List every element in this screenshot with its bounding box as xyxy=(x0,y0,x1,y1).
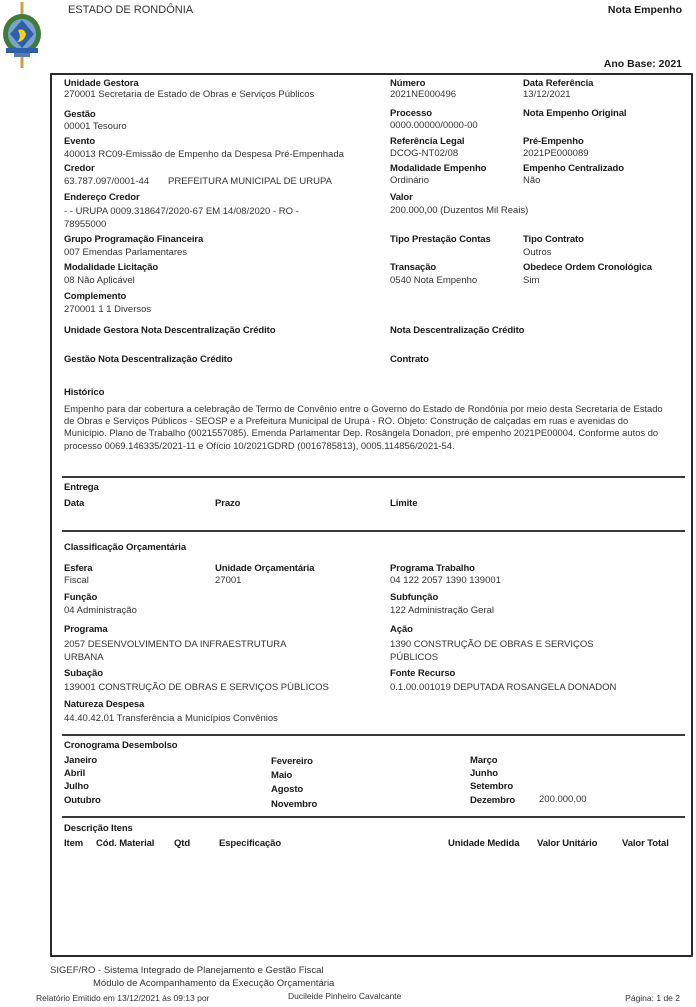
month-fevereiro: Fevereiro xyxy=(271,756,313,767)
separator xyxy=(62,734,685,736)
endereco-credor-line2: 78955000 xyxy=(64,219,107,230)
ug-nota-descentralizacao-label: Unidade Gestora Nota Descentralização Crédito xyxy=(64,325,276,336)
ordem-cronologica-label: Obedece Ordem Cronológica xyxy=(523,262,652,273)
entrega-limite-label: Limite xyxy=(390,498,418,509)
empenho-centralizado-value: Não xyxy=(523,175,541,186)
modalidade-empenho-value: Ordinário xyxy=(390,175,430,186)
entrega-title: Entrega xyxy=(64,482,99,493)
subacao-label: Subação xyxy=(64,668,103,679)
credor-label: Credor xyxy=(64,163,95,174)
subfuncao-value: 122 Administração Geral xyxy=(390,605,495,616)
evento-label: Evento xyxy=(64,136,96,147)
fonte-recurso-label: Fonte Recurso xyxy=(390,668,456,679)
referencia-legal-label: Referência Legal xyxy=(390,136,465,147)
footer-user: Ducileide Pinheiro Cavalcante xyxy=(288,991,402,1001)
month-junho: Junho xyxy=(470,768,498,779)
valor-label: Valor xyxy=(390,192,413,203)
unidade-orcamentaria-label: Unidade Orçamentária xyxy=(215,563,315,574)
grupo-programacao-label: Grupo Programação Financeira xyxy=(64,234,204,245)
month-novembro: Novembro xyxy=(271,799,318,810)
fonte-recurso-value: 0.1.00.001019 DEPUTADA ROSANGELA DONADON xyxy=(390,682,617,693)
grupo-programacao-value: 007 Emendas Parlamentares xyxy=(64,247,188,258)
data-referencia-label: Data Referência xyxy=(523,78,594,89)
processo-value: 0000.00000/0000-00 xyxy=(390,120,478,131)
referencia-legal-value: DCOG-NT02/08 xyxy=(390,148,459,159)
funcao-label: Função xyxy=(64,592,98,603)
acao-label: Ação xyxy=(390,624,413,635)
contrato-label: Contrato xyxy=(390,354,429,365)
col-cod-material: Cód. Material xyxy=(96,838,155,849)
ano-base: Ano Base: 2021 xyxy=(603,58,682,70)
tipo-contrato-value: Outros xyxy=(523,247,552,258)
acao-line2: PÚBLICOS xyxy=(390,652,439,663)
tipo-contrato-label: Tipo Contrato xyxy=(523,234,584,245)
col-unidade-medida: Unidade Medida xyxy=(448,838,520,849)
programa-trabalho-value: 04 122 2057 1390 139001 xyxy=(390,575,501,586)
month-abril: Abril xyxy=(64,768,86,779)
natureza-despesa-value: 44.40.42.01 Transferência a Municípios Convênios xyxy=(64,713,278,724)
separator xyxy=(62,816,685,818)
endereco-credor-line1: - - URUPA 0009.318647/2020-67 EM 14/08/2020 - RO - xyxy=(64,206,299,217)
processo-label: Processo xyxy=(390,108,432,119)
footer-page: Página: 1 de 2 xyxy=(625,993,680,1003)
coat-of-arms-icon xyxy=(0,0,44,70)
natureza-despesa-label: Natureza Despesa xyxy=(64,699,145,710)
acao-line1: 1390 CONSTRUÇÃO DE OBRAS E SERVIÇOS xyxy=(390,639,594,650)
classificacao-title: Classificação Orçamentária xyxy=(64,542,187,553)
col-qtd: Qtd xyxy=(174,838,191,849)
gestao-value: 00001 Tesouro xyxy=(64,121,127,132)
separator xyxy=(62,530,685,532)
month-maio: Maio xyxy=(271,770,293,781)
footer-emitted: Relatório Emitido em 13/12/2021 às 09:13 por xyxy=(36,993,210,1003)
entrega-data-label: Data xyxy=(64,498,85,509)
modalidade-licitacao-label: Modalidade Licitação xyxy=(64,262,159,273)
month-agosto: Agosto xyxy=(271,784,304,795)
pre-empenho-value: 2021PE000089 xyxy=(523,148,589,159)
unidade-gestora-label: Unidade Gestora xyxy=(64,78,139,89)
nota-empenho-original-label: Nota Empenho Original xyxy=(523,108,627,119)
month-janeiro: Janeiro xyxy=(64,755,98,766)
programa-line1: 2057 DESENVOLVIMENTO DA INFRAESTRUTURA xyxy=(64,639,287,650)
valor-value: 200.000,00 (Duzentos Mil Reais) xyxy=(390,205,529,216)
subacao-value: 139001 CONSTRUÇÃO DE OBRAS E SERVIÇOS PÚBLICOS xyxy=(64,682,329,693)
modalidade-empenho-label: Modalidade Empenho xyxy=(390,163,487,174)
historico-label: Histórico xyxy=(64,387,105,398)
col-valor-total: Valor Total xyxy=(622,838,669,849)
unidade-gestora-value: 270001 Secretaria de Estado de Obras e Serviços Públicos xyxy=(64,89,315,100)
empenho-centralizado-label: Empenho Centralizado xyxy=(523,163,624,174)
endereco-credor-label: Endereço Credor xyxy=(64,192,140,203)
cronograma-title: Cronograma Desembolso xyxy=(64,740,178,751)
col-item: Item xyxy=(64,838,84,849)
document-type: Nota Empenho xyxy=(607,4,682,16)
entrega-prazo-label: Prazo xyxy=(215,498,241,509)
col-valor-unitario: Valor Unitário xyxy=(537,838,598,849)
footer-module: Módulo de Acompanhamento da Execução Orçamentária xyxy=(93,978,335,989)
credor-document: 63.787.097/0001-44 xyxy=(64,176,150,187)
historico-text: Empenho para dar cobertura a celebração de Termo de Convênio entre o Governo do Estado de Rondônia por meio desta Secretaria de Estado de Obras e Serviços Públicos - SEOSP e a Prefeitura Municipal de Urupá - RO. Objeto: Construção de calçadas em ruas e avenidas do Município. Plano de Trabalho (0021557085). Emenda Parlamentar Dep. Rosângela Donadon, pré empenho 2021PE00004. Conforme autos do processo 0069.146335/2021-11 e Ofício 10/2021GDRD (0016785813), 0005.114856/2021-54. xyxy=(64,403,663,451)
complemento-value: 270001 1 1 Diversos xyxy=(64,304,152,315)
numero-label: Número xyxy=(390,78,426,89)
esfera-value: Fiscal xyxy=(64,575,89,586)
programa-label: Programa xyxy=(64,624,108,635)
programa-line2: URBANA xyxy=(64,652,104,663)
pre-empenho-label: Pré-Empenho xyxy=(523,136,584,147)
data-referencia-value: 13/12/2021 xyxy=(523,89,571,100)
gestao-label: Gestão xyxy=(64,109,96,120)
itens-title: Descrição Itens xyxy=(64,823,133,834)
month-marco: Março xyxy=(470,755,498,766)
funcao-value: 04 Administração xyxy=(64,605,137,616)
nota-descentralizacao-label: Nota Descentralização Crédito xyxy=(390,325,525,336)
ordem-cronologica-value: Sim xyxy=(523,275,540,286)
credor-name: PREFEITURA MUNICIPAL DE URUPA xyxy=(168,176,332,187)
modalidade-licitacao-value: 08 Não Aplicável xyxy=(64,275,135,286)
month-dezembro: Dezembro xyxy=(470,795,516,806)
transacao-value: 0540 Nota Empenho xyxy=(390,275,478,286)
tipo-prestacao-contas-label: Tipo Prestação Contas xyxy=(390,234,491,245)
footer-system: SIGEF/RO - Sistema Integrado de Planejamento e Gestão Fiscal xyxy=(50,965,324,976)
programa-trabalho-label: Programa Trabalho xyxy=(390,563,475,574)
unidade-orcamentaria-value: 27001 xyxy=(215,575,242,586)
esfera-label: Esfera xyxy=(64,563,93,574)
numero-value: 2021NE000496 xyxy=(390,89,457,100)
transacao-label: Transação xyxy=(390,262,437,273)
gestao-nota-descentralizacao-label: Gestão Nota Descentralização Crédito xyxy=(64,354,233,365)
month-julho: Julho xyxy=(64,781,89,792)
month-setembro: Setembro xyxy=(470,781,514,792)
dezembro-value: 200.000,00 xyxy=(539,794,587,805)
evento-value: 400013 RC09-Emissão de Empenho da Despesa Pré-Empenhada xyxy=(64,149,344,160)
state-name: ESTADO DE RONDÔNIA xyxy=(68,4,194,16)
separator xyxy=(62,476,685,478)
complemento-label: Complemento xyxy=(64,291,127,302)
col-especificacao: Especificação xyxy=(219,838,282,849)
subfuncao-label: Subfunção xyxy=(390,592,439,603)
month-outubro: Outubro xyxy=(64,795,101,806)
